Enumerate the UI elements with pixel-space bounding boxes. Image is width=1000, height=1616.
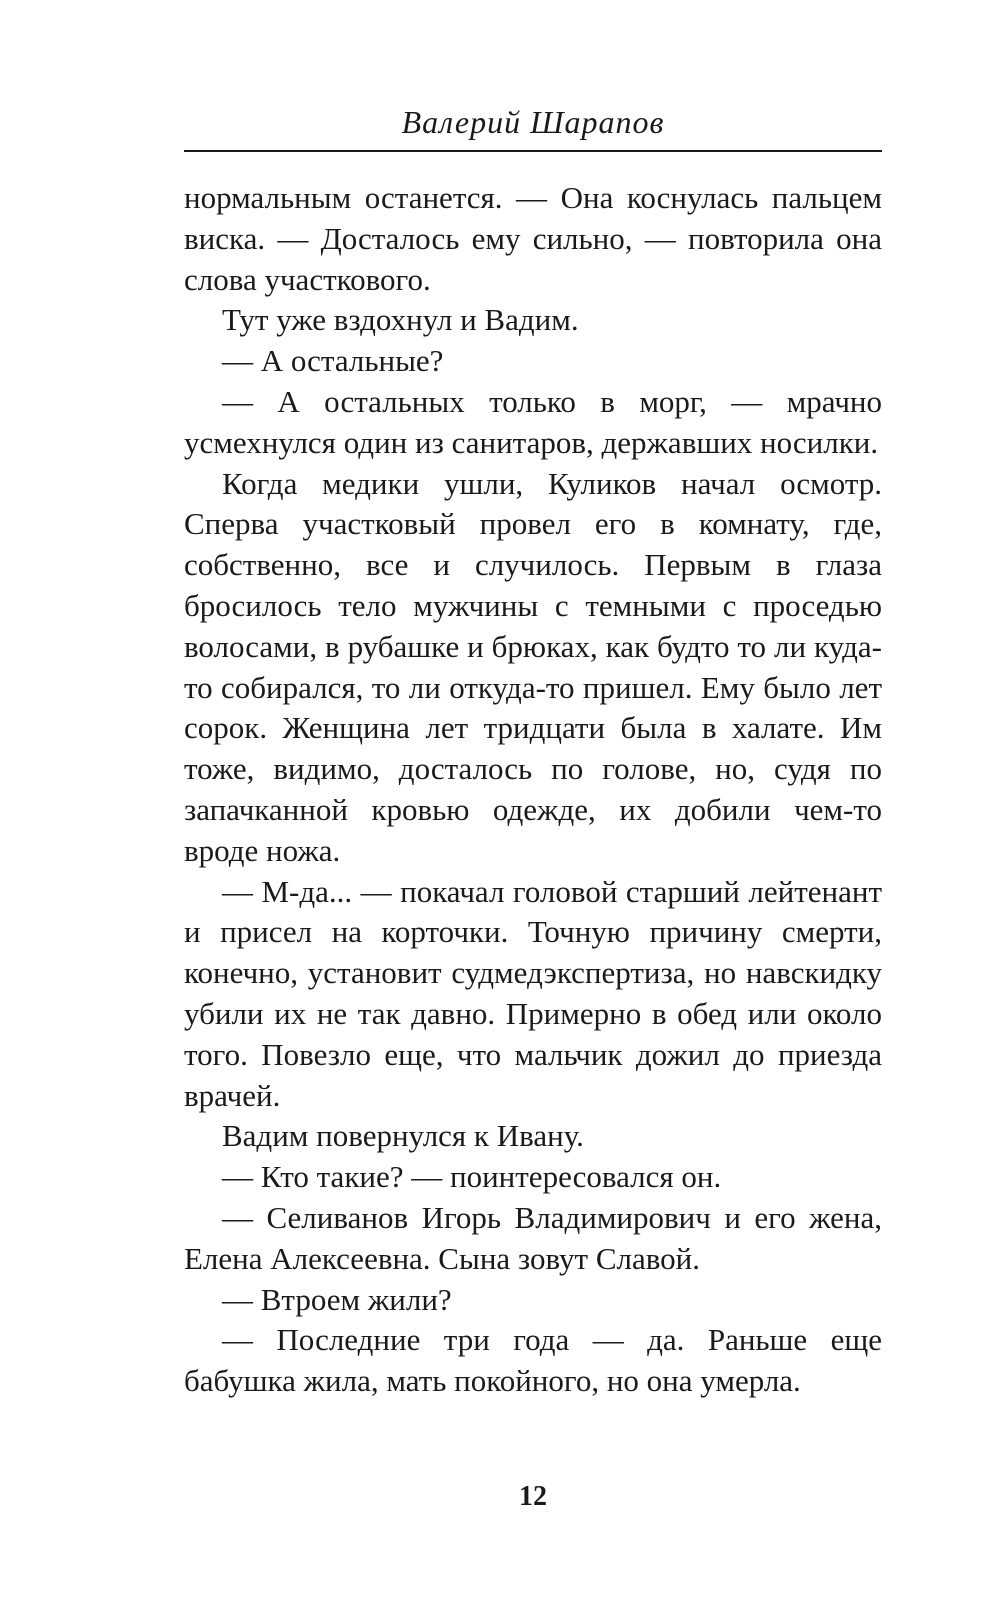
paragraph-9: — Селиванов Игорь Владимирович и его жена, Елена Алексеевна. Сына зовут Славой. xyxy=(184,1199,882,1276)
header-rule xyxy=(184,150,882,152)
paragraph-4: — А остальных только в морг, — мрачно усмехнулся один из санитаров, державших носилки. xyxy=(184,383,882,460)
paragraph-3: — А остальные? xyxy=(222,343,444,379)
body-text xyxy=(184,178,882,1402)
paragraph-6: — М-да... — покачал головой старший лейтенант и присел на корточки. Точную причину смерти, конечно, установит судмедэкспертиза, но навскидку убили их не так давно. Примерно в обед или около того. Повезло еще, что мальчик дожил до приезда врачей. xyxy=(184,873,882,1113)
running-header-author: Валерий Шарапов xyxy=(401,104,665,140)
paragraph-8: — Кто такие? — поинтересовался он. xyxy=(222,1159,722,1195)
paragraph-1: нормальным останется. — Она коснулась пальцем виска. — Досталось ему сильно, — повторила она слова участкового. xyxy=(184,180,882,297)
paragraph-11: — Последние три года — да. Раньше еще бабушка жила, мать покойного, но она умерла. xyxy=(184,1322,882,1399)
paragraph-5: Когда медики ушли, Куликов начал осмотр. Сперва участковый провел его в комнату, где, собственно, все и случилось. Первым в глаза бросилось тело мужчины с темными с проседью волосами, в рубашке и брюках, как будто то ли куда-то собирался, то ли откуда-то пришел. Ему было лет сорок. Женщина лет тридцати была в халате. Им тоже, видимо, досталось по голове, но, судя по запачканной кровью одежде, их добили чем-то вроде ножа. xyxy=(184,465,882,868)
paragraph-7: Вадим повернулся к Ивану. xyxy=(222,1118,584,1154)
paragraph-10: — Втроем жили? xyxy=(222,1281,452,1317)
paragraph-2: Тут уже вздохнул и Вадим. xyxy=(222,302,579,338)
page-number: 12 xyxy=(519,1481,547,1512)
